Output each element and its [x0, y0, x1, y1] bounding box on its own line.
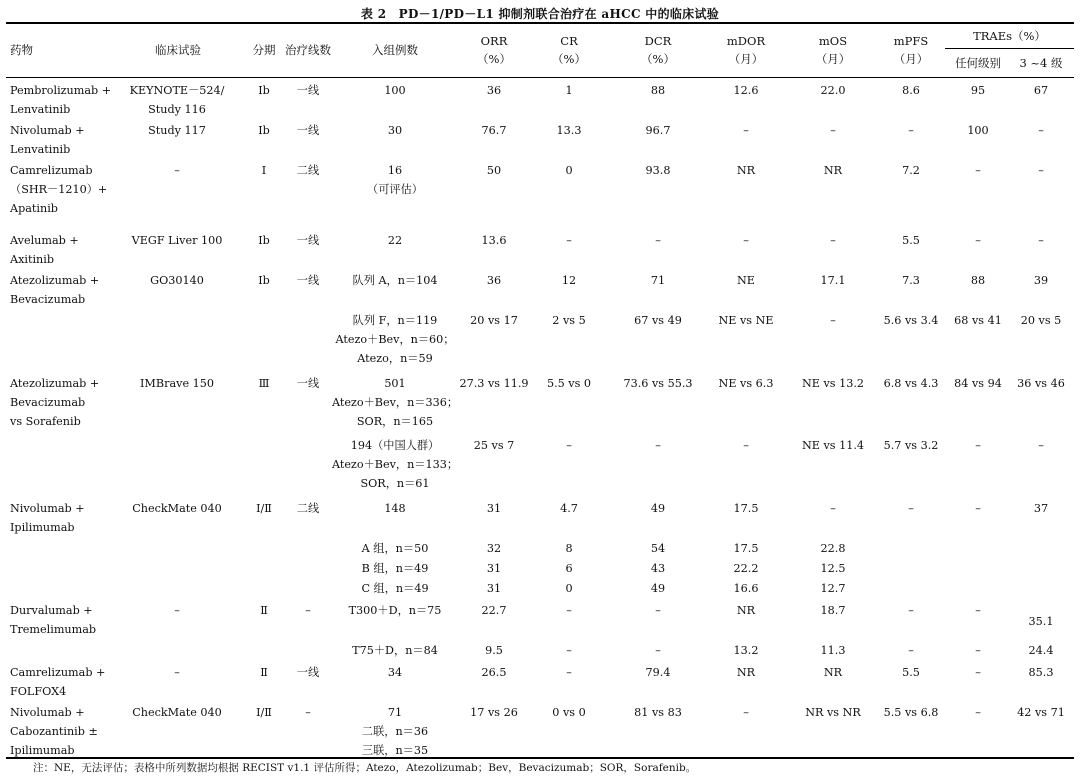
cell-line: Ipilimumab	[10, 744, 75, 757]
cell-mos: NR vs NR	[805, 706, 861, 719]
cell-drug	[10, 161, 130, 218]
cell-cr: –	[566, 644, 572, 657]
cell-trial	[122, 663, 232, 682]
cell-line: KEYNOTE－524/	[129, 84, 225, 97]
cell-line: –	[174, 164, 180, 177]
cell-dcr: –	[655, 604, 661, 617]
cell-drug	[10, 703, 130, 760]
cell-line: 一线	[296, 234, 320, 247]
cell-line: 501	[384, 377, 406, 390]
cell-line: SOR，n＝61	[360, 477, 430, 490]
cell-mdor: 22.2	[733, 562, 759, 575]
cell-mos: –	[830, 234, 836, 247]
cell-cr: 2 vs 5	[552, 314, 586, 327]
cell-cr: 8	[565, 542, 573, 555]
cell-cr: 13.3	[556, 124, 582, 137]
cell-drug	[10, 499, 130, 537]
header-rule	[6, 77, 1074, 78]
cell-n	[330, 559, 460, 578]
cell-line: Atezolizumab +	[10, 274, 100, 287]
cell-g34: –	[1038, 234, 1044, 247]
header-traes-any: 任何级别	[955, 56, 1001, 70]
cell-trial	[122, 121, 232, 140]
cell-line: Nivolumab +	[10, 706, 85, 719]
cell-dcr: 79.4	[645, 666, 671, 679]
top-rule	[6, 22, 1074, 24]
cell-mdor: NR	[736, 604, 756, 617]
cell-dcr: –	[655, 234, 661, 247]
cell-any: –	[975, 644, 981, 657]
cell-n	[330, 311, 460, 368]
cell-line: 71	[387, 706, 403, 719]
cell-any: 95	[970, 84, 986, 97]
cell-drug	[10, 601, 130, 639]
header-mpfs: mPFS （月）	[893, 34, 929, 66]
cell-line: Axitinib	[10, 253, 54, 266]
cell-drug	[10, 663, 130, 701]
cell-orr: 27.3 vs 11.9	[459, 377, 529, 390]
cell-dcr: –	[655, 439, 661, 452]
cell-mos: –	[830, 502, 836, 515]
cell-trial	[122, 231, 232, 250]
cell-line: Durvalumab +	[10, 604, 93, 617]
cell-any: –	[975, 234, 981, 247]
cell-line: Pembrolizumab +	[10, 84, 112, 97]
cell-cr: 12	[561, 274, 577, 287]
cell-line: C 组，n＝49	[361, 582, 429, 595]
cell-line: 二联，n＝36	[361, 725, 429, 738]
table-footnote: 注：NE，无法评估；表格中所列数据均根据 RECIST v1.1 评估所得；Atezo，Atezolizumab；Bev，Bevacizumab；SOR，Sorafenib。	[33, 762, 697, 774]
cell-mdor: –	[743, 439, 749, 452]
cell-line: 100	[384, 84, 406, 97]
cell-n	[330, 271, 460, 290]
cell-line: Lenvatinib	[10, 103, 71, 116]
cell-line: A 组，n＝50	[361, 542, 429, 555]
cell-stage: Ⅱ	[260, 666, 268, 679]
cell-dcr: 73.6 vs 55.3	[623, 377, 693, 390]
cell-n	[330, 436, 460, 493]
cell-any: –	[975, 164, 981, 177]
cell-cr: 0	[565, 164, 573, 177]
cell-mdor: NR	[736, 164, 756, 177]
cell-mpfs: 5.5	[902, 666, 920, 679]
cell-g34: 42 vs 71	[1017, 706, 1065, 719]
cell-dcr: 71	[650, 274, 666, 287]
cell-line: Atezo＋Bev，n＝60；	[335, 333, 455, 346]
cell-stage: Ⅰ/Ⅱ	[256, 706, 272, 719]
cell-stage: Ⅰb	[258, 234, 270, 247]
cell-line: T300＋D，n＝75	[348, 604, 442, 617]
cell-line: 队列 F，n＝119	[352, 314, 438, 327]
cell-line: Ipilimumab	[10, 521, 75, 534]
cell-mdor: NE	[737, 274, 755, 287]
cell-mos: 11.3	[820, 644, 846, 657]
cell-mpfs: 7.3	[902, 274, 920, 287]
cell-mdor: 17.5	[733, 542, 759, 555]
cell-any: 84 vs 94	[954, 377, 1002, 390]
cell-trial	[122, 271, 232, 290]
cell-orr: 13.6	[481, 234, 507, 247]
cell-dcr: 54	[650, 542, 666, 555]
cell-line: 一线	[296, 666, 320, 679]
cell-n	[330, 121, 460, 140]
cell-line: 148	[384, 502, 406, 515]
cell-mos: NR	[823, 666, 843, 679]
cell-line: Bevacizumab	[10, 293, 86, 306]
cell-cr: –	[566, 666, 572, 679]
cell-line: –	[174, 666, 180, 679]
cell-line: Nivolumab +	[10, 502, 85, 515]
cell-any: 68 vs 41	[954, 314, 1002, 327]
cell-dcr: 93.8	[645, 164, 671, 177]
cell-cr: 4.7	[560, 502, 578, 515]
cell-cr: 6	[565, 562, 573, 575]
cell-stage: Ⅰ	[261, 164, 267, 177]
cell-stage: Ⅱ	[260, 604, 268, 617]
cell-cr: 1	[565, 84, 573, 97]
cell-n	[330, 374, 460, 431]
header-orr: ORR （%）	[477, 34, 511, 66]
cell-mpfs: 5.7 vs 3.2	[883, 439, 939, 452]
header-traes: TRAEs（%）	[973, 29, 1046, 43]
cell-line: Atezolizumab +	[10, 377, 100, 390]
cell-any: –	[975, 666, 981, 679]
cell-mos: NR	[823, 164, 843, 177]
cell-orr: 36	[486, 274, 502, 287]
header-drug: 药物	[10, 43, 33, 57]
cell-any: –	[975, 439, 981, 452]
cell-line: 三联，n＝35	[361, 744, 429, 757]
cell-stage: Ⅲ	[258, 377, 270, 390]
cell-any: –	[975, 706, 981, 719]
cell-trial	[122, 161, 232, 180]
cell-drug	[10, 121, 130, 159]
cell-mos: –	[830, 314, 836, 327]
cell-line: Camrelizumab +	[10, 666, 106, 679]
cell-n	[330, 703, 460, 760]
cell-g34: 24.4	[1028, 644, 1054, 657]
cell-line: （可评估）	[367, 183, 423, 196]
cell-n	[330, 539, 460, 558]
cell-mpfs: –	[908, 644, 914, 657]
cell-mpfs: –	[908, 604, 914, 617]
cell-g34: 35.1	[1028, 615, 1054, 628]
cell-dcr: 49	[650, 582, 666, 595]
cell-mos: 18.7	[820, 604, 846, 617]
cell-trial	[122, 601, 232, 620]
cell-line: Avelumab +	[10, 234, 79, 247]
cell-line: GO30140	[150, 274, 204, 287]
cell-cr: 5.5 vs 0	[546, 377, 592, 390]
cell-trial	[122, 81, 232, 119]
cell-g34: 67	[1033, 84, 1049, 97]
cell-line: 34	[387, 666, 403, 679]
cell-any: –	[975, 502, 981, 515]
cell-line: B 组，n＝49	[361, 562, 429, 575]
cell-line: Study 117	[148, 124, 206, 137]
cell-line: Lenvatinib	[10, 143, 71, 156]
cell-line: –	[305, 604, 311, 617]
cell-cr: –	[566, 234, 572, 247]
cell-mdor: 13.2	[733, 644, 759, 657]
cell-any: 100	[967, 124, 989, 137]
cell-line: Bevacizumab	[10, 396, 86, 409]
cell-line: –	[305, 706, 311, 719]
cell-orr: 22.7	[481, 604, 507, 617]
bottom-rule	[6, 757, 1074, 759]
header-n: 入组例数	[372, 43, 418, 57]
cell-mdor: –	[743, 124, 749, 137]
cell-line: Atezo＋Bev，n＝336；	[331, 396, 459, 409]
cell-dcr: 81 vs 83	[634, 706, 682, 719]
cell-mos: 12.7	[820, 582, 846, 595]
cell-line: CheckMate 040	[132, 502, 222, 515]
header-trial: 临床试验	[155, 43, 201, 57]
cell-g34: 85.3	[1028, 666, 1054, 679]
cell-orr: 50	[486, 164, 502, 177]
cell-cr: 0 vs 0	[552, 706, 586, 719]
cell-drug	[10, 374, 130, 431]
cell-orr: 25 vs 7	[473, 439, 515, 452]
cell-mpfs: 5.5 vs 6.8	[883, 706, 939, 719]
cell-line: vs Sorafenib	[10, 415, 81, 428]
cell-n	[330, 161, 460, 199]
cell-mos: NE vs 13.2	[801, 377, 865, 390]
cell-orr: 31	[486, 502, 502, 515]
cell-line: 二线	[296, 164, 320, 177]
cell-line: Atezo，n＝59	[357, 352, 433, 365]
cell-mdor: –	[743, 234, 749, 247]
cell-dcr: 67 vs 49	[634, 314, 682, 327]
cell-line: IMBrave 150	[140, 377, 214, 390]
cell-n	[330, 641, 460, 660]
cell-g34: 39	[1033, 274, 1049, 287]
cell-mpfs: 8.6	[902, 84, 920, 97]
table-title: 表 2 PD－1/PD－L1 抑制剂联合治疗在 aHCC 中的临床试验	[360, 7, 720, 21]
cell-line: 一线	[296, 377, 320, 390]
cell-orr: 31	[486, 582, 502, 595]
cell-stage: Ⅰb	[258, 124, 270, 137]
cell-dcr: 43	[650, 562, 666, 575]
cell-cr: –	[566, 439, 572, 452]
cell-n	[330, 579, 460, 598]
cell-g34: 36 vs 46	[1017, 377, 1065, 390]
cell-line: –	[174, 604, 180, 617]
cell-mos: –	[830, 124, 836, 137]
cell-mpfs: –	[908, 502, 914, 515]
cell-n	[330, 601, 460, 620]
cell-line: CheckMate 040	[132, 706, 222, 719]
cell-drug	[10, 271, 130, 309]
cell-line: 22	[387, 234, 403, 247]
cell-mdor: 17.5	[733, 502, 759, 515]
cell-g34: 37	[1033, 502, 1049, 515]
cell-dcr: 49	[650, 502, 666, 515]
cell-orr: 32	[486, 542, 502, 555]
cell-trial	[122, 374, 232, 393]
cell-g34: –	[1038, 439, 1044, 452]
cell-line: Cabozantinib ±	[10, 725, 98, 738]
cell-mdor: 12.6	[733, 84, 759, 97]
cell-dcr: 88	[650, 84, 666, 97]
cell-mdor: NR	[736, 666, 756, 679]
cell-stage: Ⅰb	[258, 84, 270, 97]
cell-orr: 36	[486, 84, 502, 97]
cell-stage: Ⅰ/Ⅱ	[256, 502, 272, 515]
cell-mdor: –	[743, 706, 749, 719]
cell-line: FOLFOX4	[10, 685, 67, 698]
cell-mdor: 16.6	[733, 582, 759, 595]
cell-cr: 0	[565, 582, 573, 595]
cell-drug	[10, 81, 130, 119]
header-cr: CR （%）	[552, 34, 586, 66]
cell-g34: –	[1038, 164, 1044, 177]
cell-line: T75＋D，n＝84	[352, 644, 438, 657]
cell-orr: 31	[486, 562, 502, 575]
cell-dcr: –	[655, 644, 661, 657]
cell-line: Camrelizumab	[10, 164, 93, 177]
cell-orr: 76.7	[481, 124, 507, 137]
cell-line: 16	[387, 164, 403, 177]
cell-line: SOR，n＝165	[356, 415, 434, 428]
cell-line: 一线	[296, 84, 320, 97]
cell-mpfs: 6.8 vs 4.3	[883, 377, 939, 390]
header-mdor: mDOR （月）	[726, 34, 766, 66]
cell-mos: 17.1	[820, 274, 846, 287]
cell-n	[330, 499, 460, 518]
cell-trial	[122, 499, 232, 518]
cell-line: Atezo＋Bev，n＝133；	[331, 458, 459, 471]
cell-trial	[122, 703, 232, 722]
cell-line: Tremelimumab	[10, 623, 97, 636]
cell-line: Study 116	[148, 103, 206, 116]
cell-any: 88	[970, 274, 986, 287]
cell-line: 一线	[296, 124, 320, 137]
cell-mos: NE vs 11.4	[801, 439, 865, 452]
cell-mdor: NE vs 6.3	[718, 377, 774, 390]
header-dcr: DCR （%）	[641, 34, 675, 66]
cell-line: VEGF Liver 100	[131, 234, 223, 247]
cell-mpfs: 5.6 vs 3.4	[883, 314, 939, 327]
cell-line: 二线	[296, 502, 320, 515]
header-line: 治疗线数	[285, 43, 331, 57]
cell-line: Apatinib	[10, 202, 58, 215]
cell-n	[330, 663, 460, 682]
cell-orr: 9.5	[485, 644, 503, 657]
cell-orr: 20 vs 17	[470, 314, 518, 327]
cell-dcr: 96.7	[645, 124, 671, 137]
cell-mos: 12.5	[820, 562, 846, 575]
cell-cr: –	[566, 604, 572, 617]
cell-stage: Ⅰb	[258, 274, 270, 287]
cell-orr: 26.5	[481, 666, 507, 679]
cell-n	[330, 81, 460, 100]
cell-any: –	[975, 604, 981, 617]
cell-line: （SHR－1210）+	[10, 183, 108, 196]
header-mos: mOS （月）	[815, 34, 851, 66]
cell-g34: –	[1038, 124, 1044, 137]
header-stage: 分期	[252, 43, 276, 57]
cell-mpfs: 5.5	[902, 234, 920, 247]
cell-orr: 17 vs 26	[470, 706, 518, 719]
cell-line: Nivolumab +	[10, 124, 85, 137]
cell-line: 30	[387, 124, 403, 137]
cell-n	[330, 231, 460, 250]
cell-mpfs: 7.2	[902, 164, 920, 177]
cell-mos: 22.0	[820, 84, 846, 97]
cell-line: 一线	[296, 274, 320, 287]
traes-subheader-rule	[945, 48, 1074, 49]
cell-mdor: NE vs NE	[718, 314, 774, 327]
cell-mos: 22.8	[820, 542, 846, 555]
cell-line: 194（中国人群）	[350, 439, 440, 452]
cell-drug	[10, 231, 130, 269]
cell-mpfs: –	[908, 124, 914, 137]
cell-line: 队列 A，n＝104	[352, 274, 438, 287]
cell-g34: 20 vs 5	[1020, 314, 1062, 327]
header-traes-grade34: 3 ~4 级	[1019, 56, 1063, 70]
